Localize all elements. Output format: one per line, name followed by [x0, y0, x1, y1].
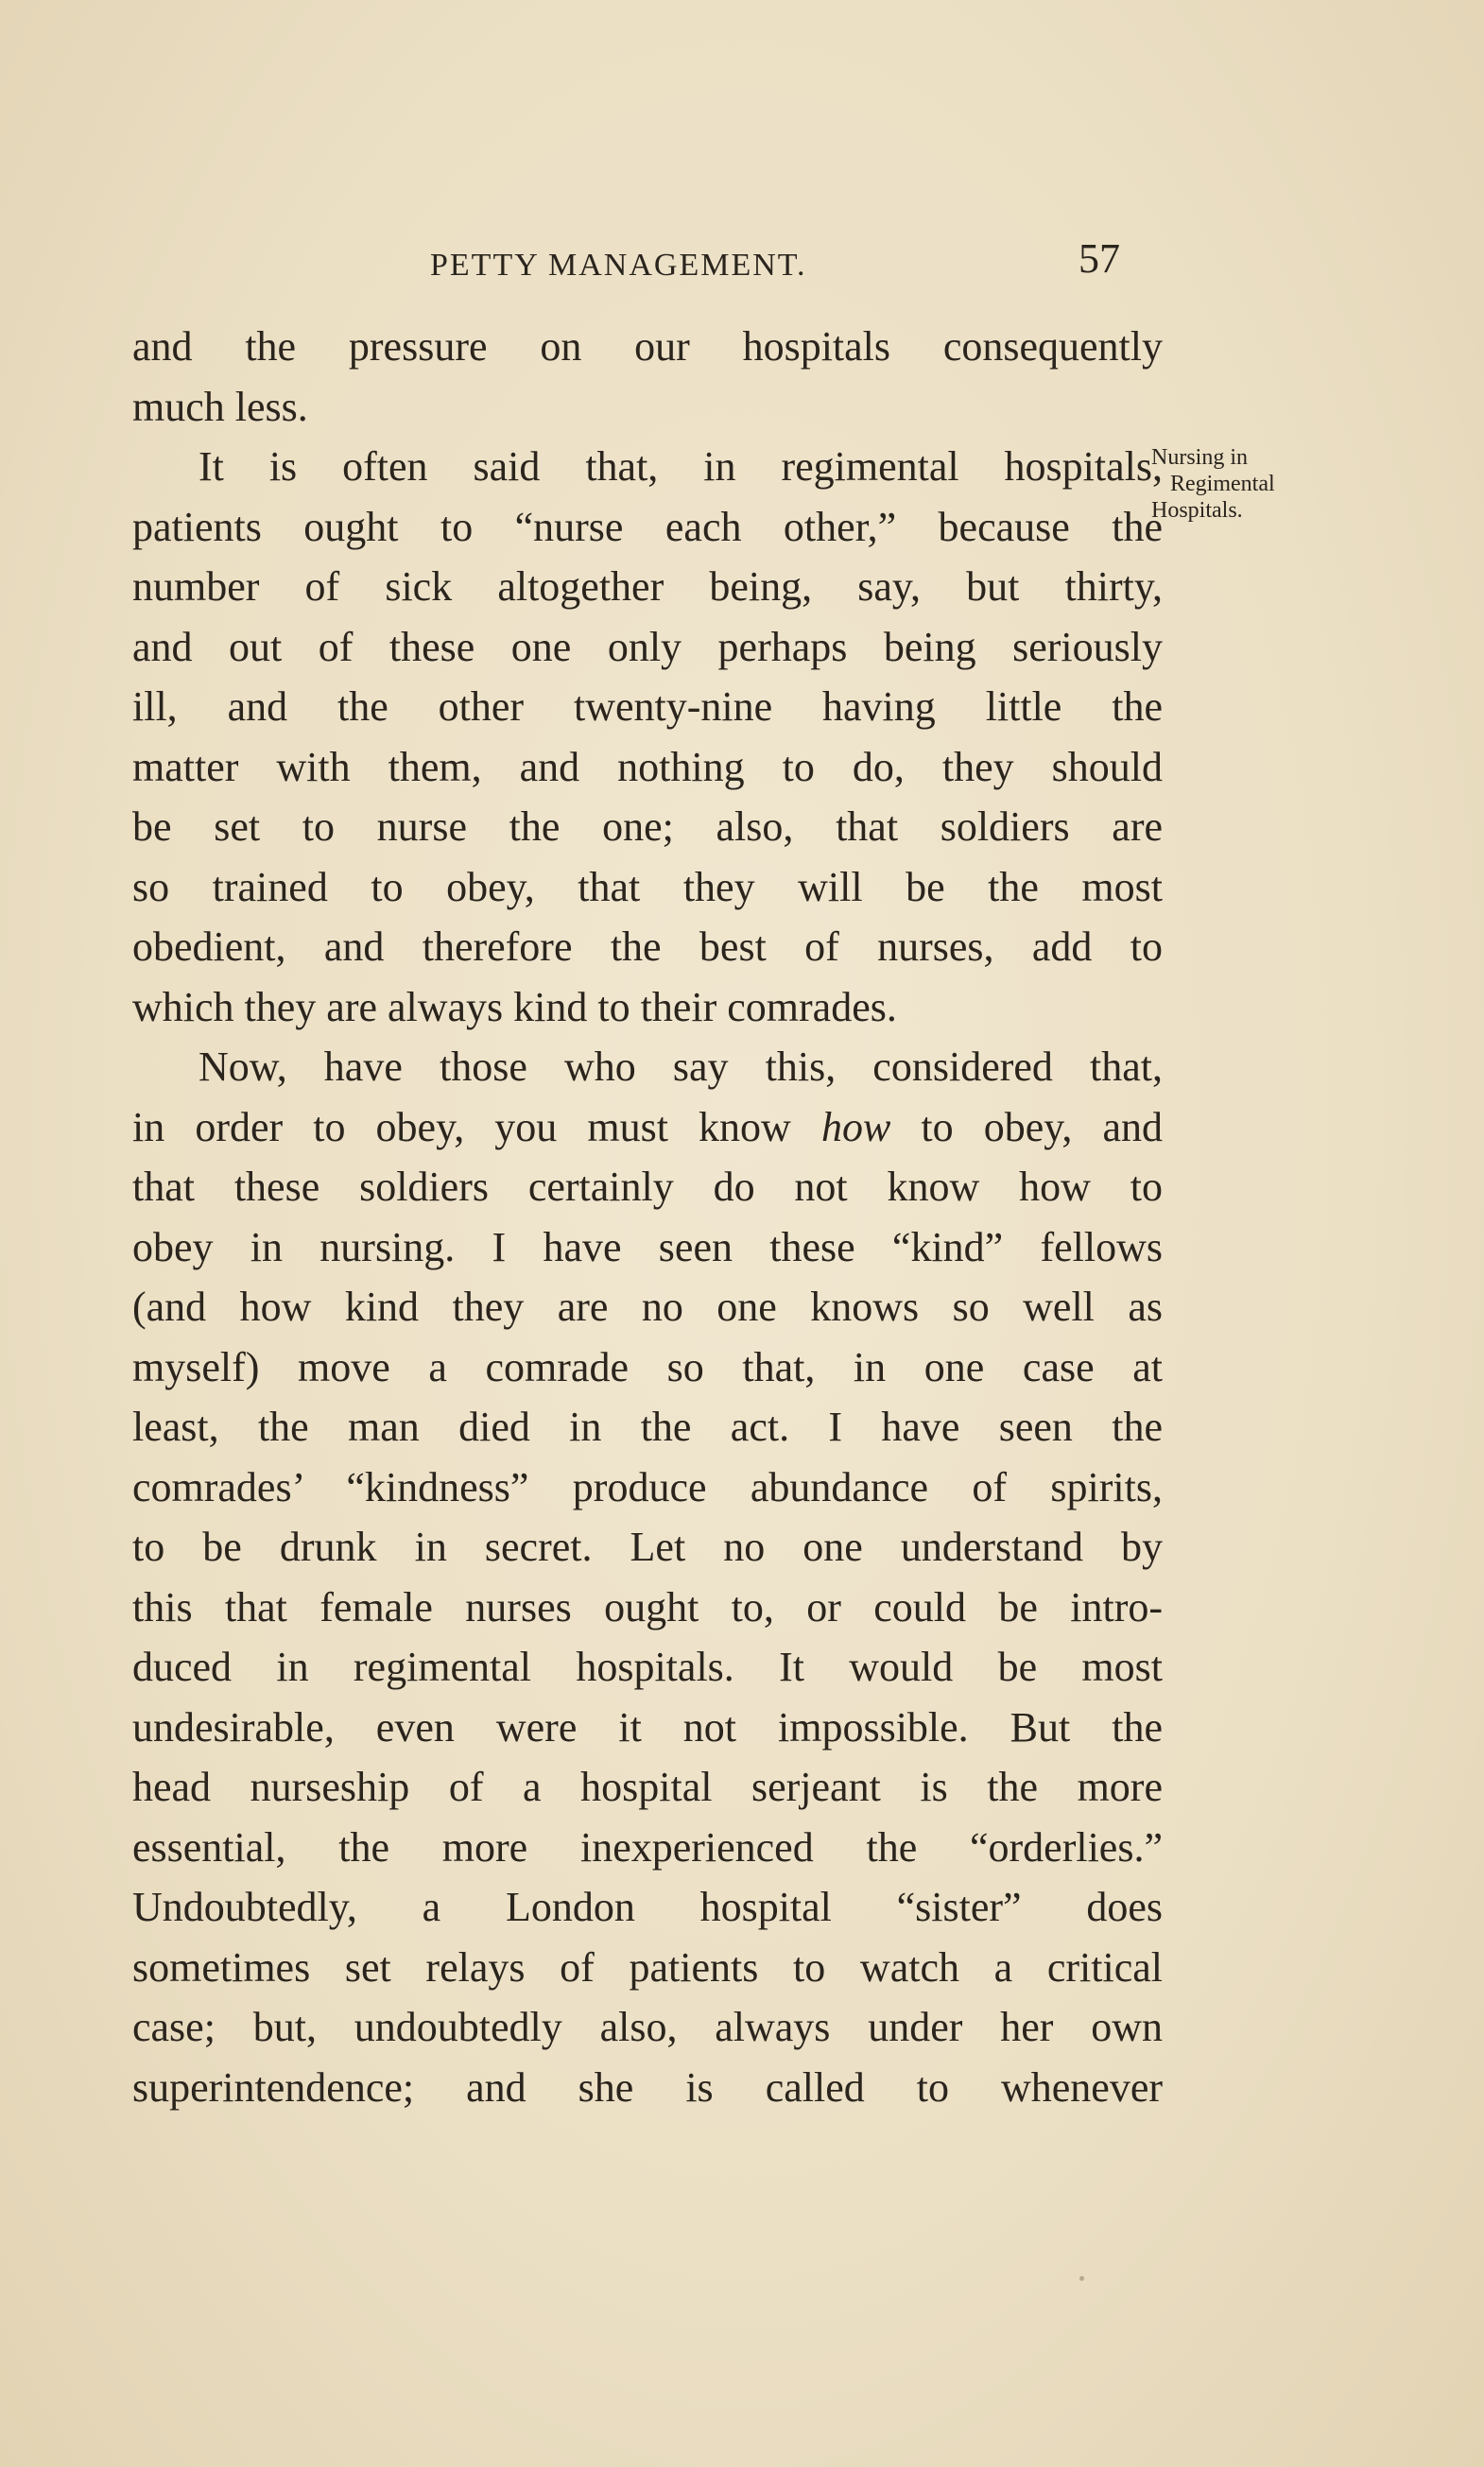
text-line: number of sick altogether being, say, but thirty,: [132, 563, 1163, 610]
text-line: this that female nurses ought to, or could be intro-: [132, 1583, 1163, 1630]
text-line: obedient, and therefore the best of nurses, add to: [132, 923, 1163, 970]
text-line: and out of these one only perhaps being seriously: [132, 623, 1163, 670]
text-line: obey in nursing. I have seen these “kind” fellows: [132, 1223, 1163, 1270]
paper-speck: [1079, 2276, 1084, 2281]
text-line: which they are always kind to their comrades.: [132, 983, 897, 1030]
text-line: much less.: [132, 383, 308, 430]
text-line: head nurseship of a hospital serjeant is the more: [132, 1764, 1163, 1810]
text-line: It is often said that, in regimental hospitals,: [198, 443, 1163, 490]
text-line: undesirable, even were it not impossible. But the: [132, 1703, 1163, 1751]
margin-note-line: Hospitals.: [1151, 498, 1243, 523]
margin-note-line: Nursing in: [1151, 445, 1248, 470]
text-segment: in order to obey, you must know: [132, 1103, 791, 1150]
running-head: [137, 235, 1120, 295]
text-line: myself) move a comrade so that, in one case at: [132, 1343, 1163, 1390]
text-line: superintendence; and she is called to whenever: [132, 2063, 1163, 2111]
text-line: Now, have those who say this, considered that,: [198, 1044, 1163, 1090]
text-line: [132, 1097, 1163, 1158]
text-line: that these soldiers certainly do not know how to: [132, 1164, 1163, 1210]
text-segment: to obey, and: [921, 1103, 1163, 1150]
text-line: (and how kind they are no one knows so well as: [132, 1284, 1163, 1330]
page-number: 57: [1078, 235, 1120, 282]
text-line: case; but, undoubtedly also, always under her own: [132, 2004, 1163, 2050]
text-line: and the pressure on our hospitals consequently: [132, 323, 1163, 370]
text-line: so trained to obey, that they will be the most: [132, 863, 1163, 910]
text-line: matter with them, and nothing to do, they should: [132, 743, 1163, 790]
margin-note: [1151, 444, 1303, 524]
margin-note-line: Regimental: [1170, 472, 1275, 496]
text-line: duced in regimental hospitals. It would be most: [132, 1644, 1163, 1690]
text-line: Undoubtedly, a London hospital “sister” does: [132, 1884, 1163, 1930]
text-line: to be drunk in secret. Let no one understand by: [132, 1524, 1163, 1570]
running-title: PETTY MANAGEMENT.: [430, 248, 807, 283]
body-text: [132, 317, 1163, 2117]
text-line: patients ought to “nurse each other,” because the: [132, 503, 1163, 550]
italic-word: how: [820, 1103, 891, 1150]
text-line: least, the man died in the act. I have seen the: [132, 1404, 1163, 1450]
text-line: sometimes set relays of patients to watch a critical: [132, 1943, 1163, 1991]
text-line: ill, and the other twenty-nine having little the: [132, 683, 1163, 730]
text-line: be set to nurse the one; also, that soldiers are: [132, 803, 1163, 850]
text-line: essential, the more inexperienced the “orderlies.”: [132, 1823, 1163, 1871]
text-line: comrades’ “kindness” produce abundance of spirits,: [132, 1463, 1163, 1510]
